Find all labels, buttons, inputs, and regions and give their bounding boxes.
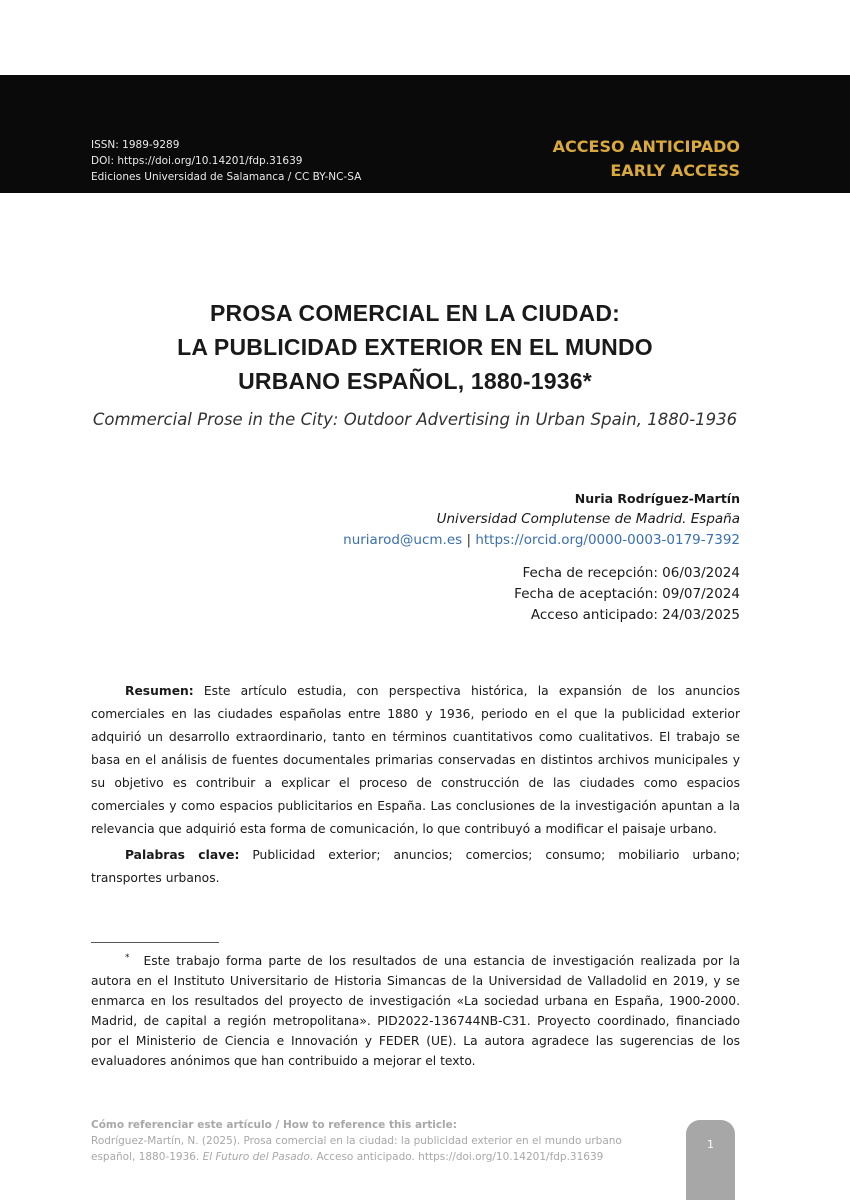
header-band: [0, 75, 850, 193]
title-line: URBANO ESPAÑOL, 1880-1936*: [238, 368, 592, 394]
article-subtitle: Commercial Prose in the City: Outdoor Advertising in Urban Spain, 1880-1936: [92, 410, 738, 429]
issn-text: ISSN: 1989-9289: [91, 139, 180, 151]
abstract-label: Resumen:: [125, 684, 194, 698]
citation-block: [91, 1117, 671, 1165]
keywords-paragraph: [91, 844, 740, 890]
citation-line: Rodríguez-Martín, N. (2025). Prosa comercial en la ciudad: la publicidad exterior en el mundo urbano: [91, 1135, 622, 1147]
early-access-label: [553, 135, 740, 183]
title-line: PROSA COMERCIAL EN LA CIUDAD:: [209, 300, 620, 326]
publisher-text: Ediciones Universidad de Salamanca / CC BY-NC-SA: [91, 171, 362, 183]
author-affiliation: Universidad Complutense de Madrid. España: [436, 511, 740, 527]
page-number-tab: [686, 1120, 735, 1200]
dates-block: [514, 563, 740, 626]
article-title: [0, 296, 830, 398]
author-links: [343, 530, 740, 551]
link-separator: |: [466, 532, 472, 548]
abstract-paragraph: [91, 680, 740, 841]
citation-journal: El Futuro del Pasado: [202, 1151, 310, 1163]
date-early-access: Acceso anticipado: 24/03/2025: [530, 607, 740, 623]
author-email-link[interactable]: nuriarod@ucm.es: [343, 532, 463, 548]
journal-meta: [91, 137, 361, 185]
abstract-text: Este artículo estudia, con perspectiva histórica, la expansión de los anuncios comerciales en las ciudades españolas entre 1880 y 1936, periodo en el que la publicidad exterior adquirió un desarrollo extraordinario, tanto en términos cuantitativos como cualitativos. El trabajo se basa en el análisis de fuentes documentales primarias conservadas en distintos archivos municipales y su objetivo es contribuir a explicar el proceso de construcción de las ciudades como espacios comerciales y como espacios publicitarios en España. Las conclusiones de la investigación apuntan a la relevancia que adquirió esta forma de comunicación, lo que contribuyó a modificar el paisaje urbano.: [91, 684, 740, 836]
citation-line: [91, 1149, 671, 1165]
footnote: [91, 948, 740, 1071]
author-orcid-link[interactable]: https://orcid.org/0000-0003-0179-7392: [475, 532, 740, 548]
title-line: LA PUBLICIDAD EXTERIOR EN EL MUNDO: [177, 334, 653, 360]
access-label-es: ACCESO ANTICIPADO: [552, 137, 740, 156]
access-label-en: EARLY ACCESS: [610, 161, 740, 180]
author-name: Nuria Rodríguez-Martín: [574, 491, 740, 506]
citation-doi[interactable]: . Acceso anticipado. https://doi.org/10.14201/fdp.31639: [309, 1151, 604, 1163]
keywords-label: Palabras clave:: [125, 848, 240, 862]
page-number: 1: [707, 1138, 714, 1151]
date-received: Fecha de recepción: 06/03/2024: [522, 565, 740, 581]
date-accepted: Fecha de aceptación: 09/07/2024: [514, 586, 740, 602]
keywords-text: Publicidad exterior; anuncios; comercios; consumo; mobiliario urbano; transportes urbanos.: [91, 848, 740, 885]
doi-text[interactable]: DOI: https://doi.org/10.14201/fdp.31639: [91, 155, 303, 167]
footnote-marker: *: [125, 953, 130, 963]
author-block: [343, 488, 740, 551]
footnote-divider: [91, 942, 219, 943]
abstract-section: [91, 680, 740, 890]
footnote-text: Este trabajo forma parte de los resultados de una estancia de investigación realizada por la autora en el Instituto Universitario de Historia Simancas de la Universidad de Valladolid en 2019, y se enmarca en los resultados del proyecto de investigación «La sociedad urbana en España, 1900-2000. Madrid, de capital a región metropolitana». PID2022-136744NB-C31. Proyecto coordinado, financiado por el Ministerio de Ciencia e Innovación y FEDER (UE). La autora agradece las sugerencias de los evaluadores anónimos que han contribuido a mejorar el texto.: [91, 954, 740, 1069]
citation-segment: español, 1880-1936.: [91, 1151, 200, 1163]
citation-heading: Cómo referenciar este artículo / How to reference this article:: [91, 1119, 457, 1131]
